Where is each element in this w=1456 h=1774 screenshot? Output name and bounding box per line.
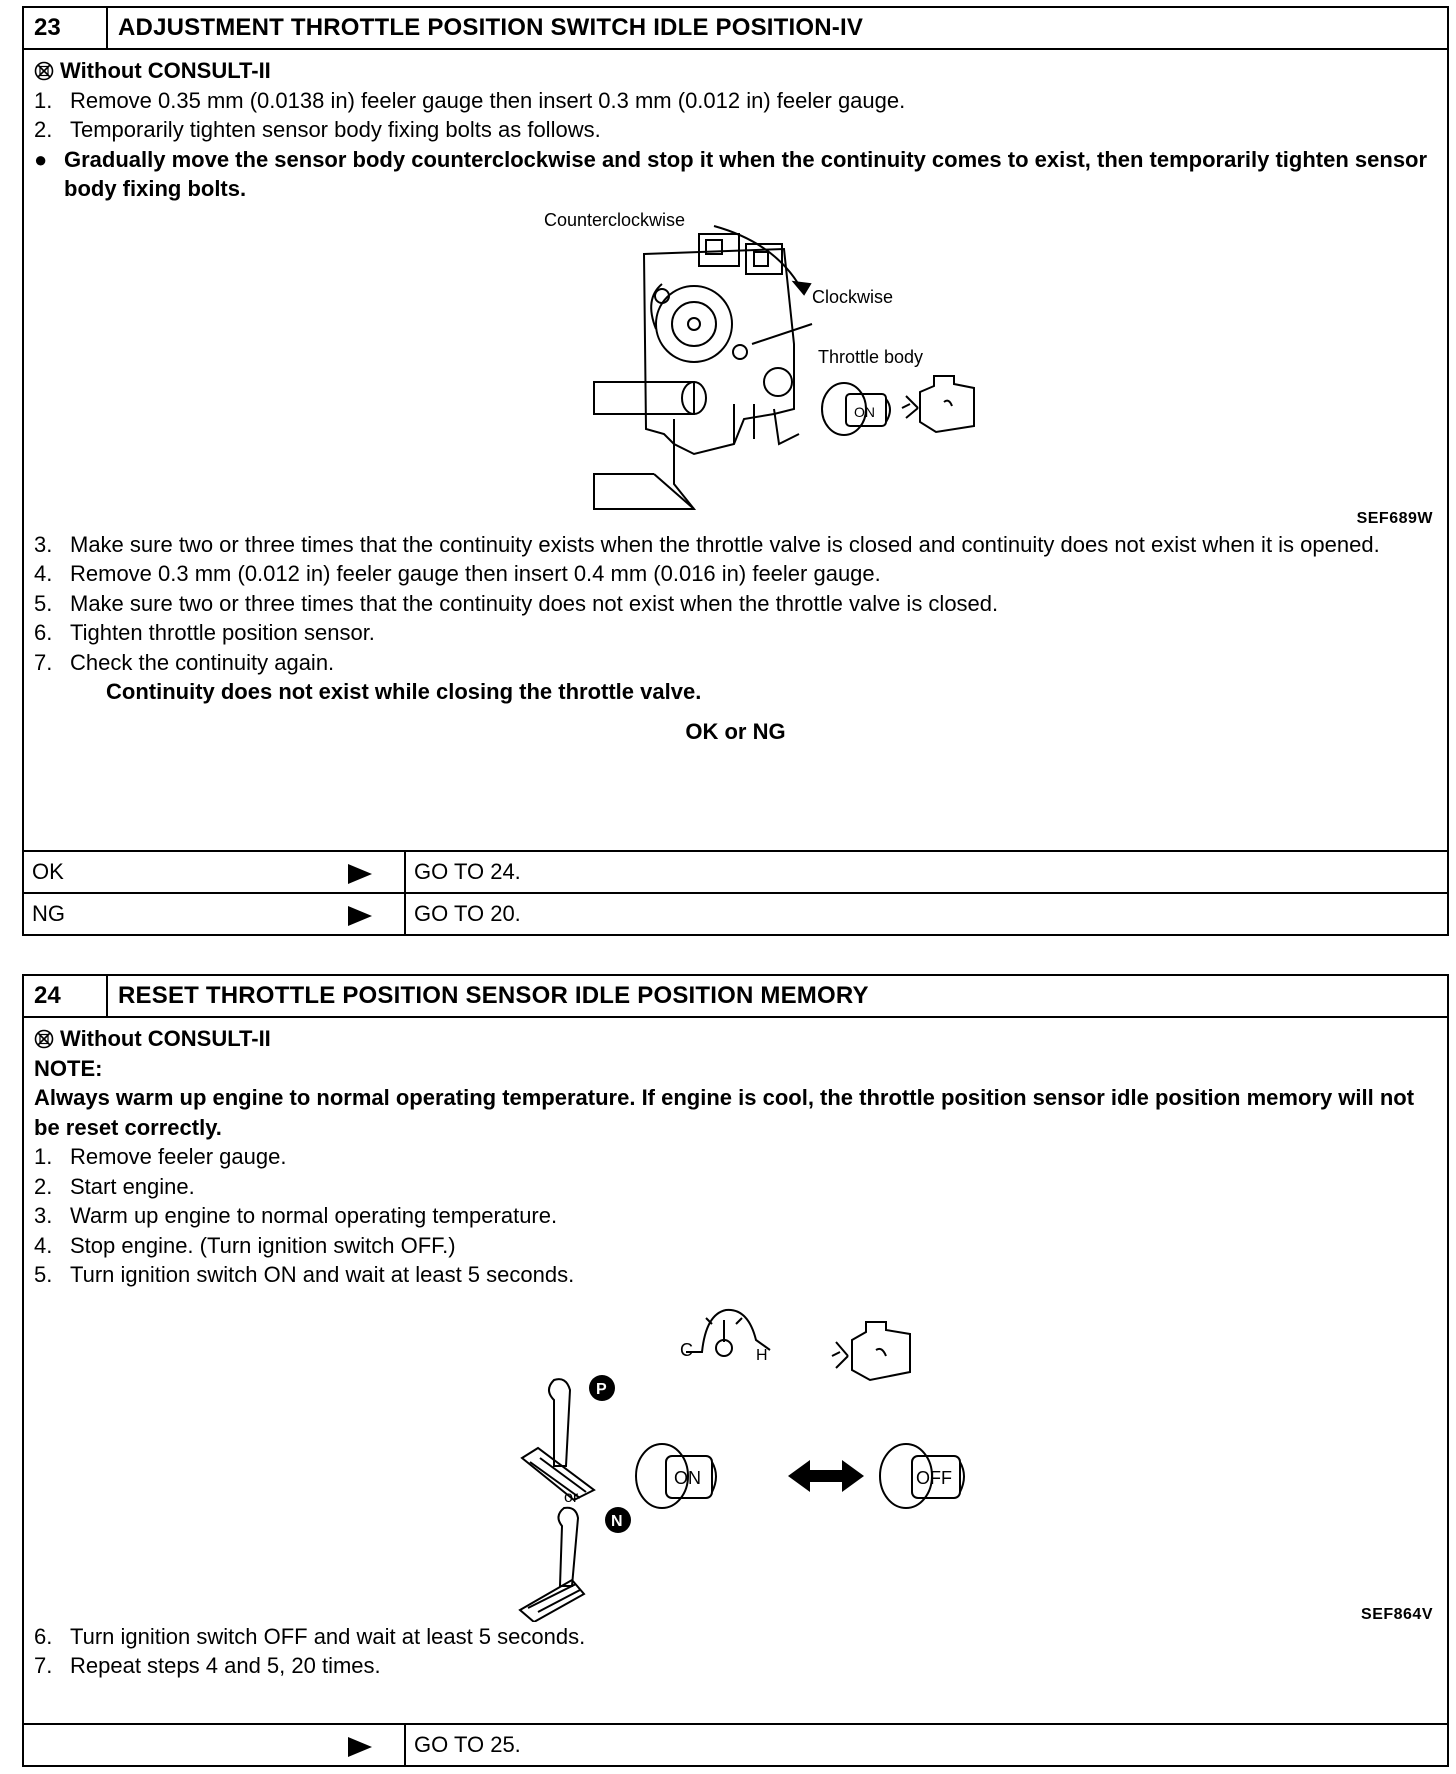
key-on-label: ON bbox=[854, 403, 875, 420]
result-ok: OK bbox=[32, 859, 64, 884]
step-number: 24 bbox=[24, 976, 108, 1016]
throttle-body-illustration bbox=[34, 204, 1441, 530]
figure-code: SEF864V bbox=[1361, 1605, 1433, 1623]
table-row bbox=[24, 1723, 1447, 1765]
note-label: NOTE: bbox=[34, 1055, 103, 1081]
result-rows bbox=[24, 850, 1447, 934]
check-statement: Continuity does not exist while closing the throttle valve. bbox=[106, 679, 702, 704]
result-label: OK or NG bbox=[685, 718, 786, 744]
step-body bbox=[24, 1018, 1447, 1681]
bullet-item: ● Gradually move the sensor body counterclockwise and stop it when the continuity comes to exist, then temporarily tighten sensor body fixing bolts. bbox=[34, 146, 1428, 201]
list-item: 7. Repeat steps 4 and 5, 20 times. bbox=[34, 1653, 381, 1678]
list-item: 2. Temporarily tighten sensor body fixing bolts as follows. bbox=[34, 117, 601, 142]
step-header bbox=[24, 976, 1447, 1018]
label-counterclockwise: Counterclockwise bbox=[544, 209, 686, 230]
gauge-h-label: H bbox=[756, 1346, 768, 1364]
list-item: 5. Make sure two or three times that the continuity does not exist when the throttle valve is closed. bbox=[34, 590, 999, 616]
label-clockwise: Clockwise bbox=[812, 286, 894, 307]
step-23-panel bbox=[22, 6, 1449, 936]
list-item: 6. Turn ignition switch OFF and wait at least 5 seconds. bbox=[34, 1623, 586, 1649]
list-item: 2. Start engine. bbox=[34, 1173, 195, 1199]
step-title: RESET THROTTLE POSITION SENSOR IDLE POSITION MEMORY bbox=[118, 982, 869, 1009]
step-body bbox=[24, 50, 1447, 746]
list-item: 3. Warm up engine to normal operating temperature. bbox=[34, 1203, 558, 1228]
list-item: 1. Remove 0.35 mm (0.0138 in) feeler gauge then insert 0.3 mm (0.012 in) feeler gauge. bbox=[34, 87, 906, 113]
gauge-c-label: C bbox=[680, 1339, 693, 1360]
step-24-panel bbox=[22, 974, 1449, 1767]
key-off-label: OFF bbox=[916, 1467, 952, 1488]
list-item: 7. Check the continuity again. bbox=[34, 649, 335, 675]
arrow-right-icon bbox=[348, 1737, 372, 1757]
no-consult-icon bbox=[34, 61, 54, 81]
result-ng: NG bbox=[32, 901, 65, 926]
arrow-right-icon bbox=[348, 864, 372, 884]
step-number: 23 bbox=[24, 8, 108, 48]
step-header bbox=[24, 8, 1447, 50]
goto-text: GO TO 20. bbox=[414, 901, 521, 926]
table-row bbox=[24, 892, 1447, 934]
ignition-cycle-figure bbox=[34, 1290, 1437, 1622]
goto-text: GO TO 24. bbox=[414, 859, 521, 884]
ignition-cycle-illustration bbox=[34, 1290, 1441, 1622]
shift-n-label: N bbox=[611, 1512, 623, 1530]
goto-text: GO TO 25. bbox=[414, 1732, 521, 1757]
note-text: Always warm up engine to normal operating temperature. If engine is cool, the throttle position sensor idle position memory will not be reset correctly. bbox=[34, 1085, 1415, 1140]
list-item: 3. Make sure two or three times that the continuity exists when the throttle valve is closed and continuity does not exist when it is opened. bbox=[34, 531, 1380, 557]
list-item: 1. Remove feeler gauge. bbox=[34, 1144, 287, 1169]
consult-note-text: Without CONSULT-II bbox=[60, 58, 271, 83]
consult-note bbox=[34, 56, 1437, 86]
list-item: 4. Stop engine. (Turn ignition switch OFF.) bbox=[34, 1232, 456, 1258]
result-rows bbox=[24, 1723, 1447, 1765]
step-title: ADJUSTMENT THROTTLE POSITION SWITCH IDLE POSITION-IV bbox=[118, 14, 864, 41]
throttle-body-figure bbox=[34, 204, 1437, 530]
shift-p-label: P bbox=[596, 1380, 607, 1398]
list-item: 5. Turn ignition switch ON and wait at least 5 seconds. bbox=[34, 1262, 575, 1287]
figure-code: SEF689W bbox=[1356, 509, 1433, 527]
list-item: 6. Tighten throttle position sensor. bbox=[34, 620, 375, 645]
label-throttle-body: Throttle body bbox=[818, 346, 924, 367]
arrow-right-icon bbox=[348, 906, 372, 926]
list-item: 4. Remove 0.3 mm (0.012 in) feeler gauge then insert 0.4 mm (0.016 in) feeler gauge. bbox=[34, 561, 881, 586]
consult-note bbox=[34, 1024, 1437, 1054]
no-consult-icon bbox=[34, 1029, 54, 1049]
key-on-label: ON bbox=[674, 1467, 701, 1488]
consult-note-text: Without CONSULT-II bbox=[60, 1026, 271, 1051]
or-label: or bbox=[564, 1488, 579, 1506]
table-row bbox=[24, 850, 1447, 892]
